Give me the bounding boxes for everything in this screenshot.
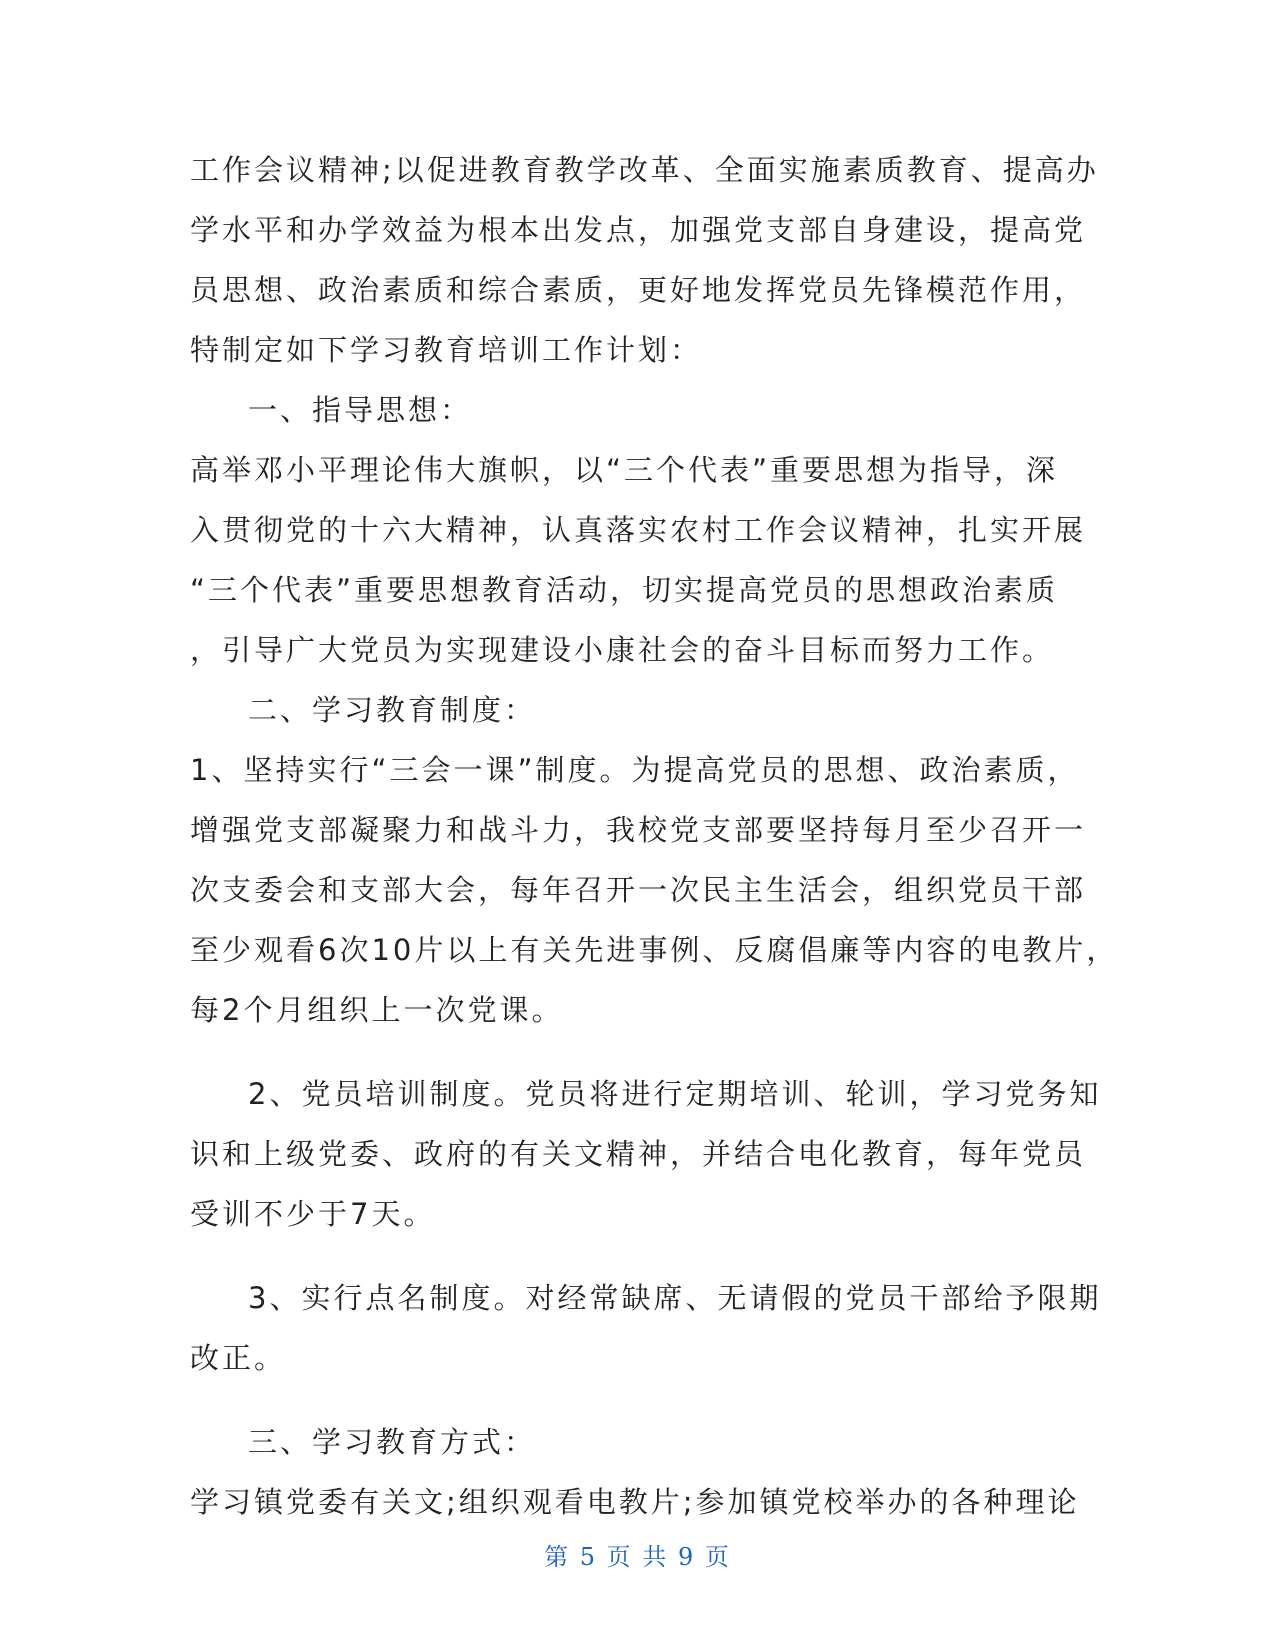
paragraph-item-2 xyxy=(190,1064,1102,1244)
text-line: 高举邓小平理论伟大旗帜，以“三个代表”重要思想为指导，深 xyxy=(190,453,1059,487)
text-line: 3、实行点名制度。对经常缺席、无请假的党员干部给予限期 xyxy=(248,1281,1102,1315)
paragraph-gap xyxy=(190,1388,1085,1412)
paragraph-gap xyxy=(190,1040,1085,1064)
section-heading-study-system: 二、学习教育制度： xyxy=(248,693,537,727)
text-line: “三个代表”重要思想教育活动，切实提高党员的思想政治素质 xyxy=(190,573,1059,607)
paragraph-gap xyxy=(190,1244,1085,1268)
paragraph-methods xyxy=(190,1472,1085,1532)
text-line: 入贯彻党的十六大精神，认真落实农村工作会议精神，扎实开展 xyxy=(190,513,1087,547)
text-line: 次支委会和支部大会，每年召开一次民主生活会，组织党员干部 xyxy=(190,873,1087,907)
text-line: 工作会议精神;以促进教育教学改革、全面实施素质教育、提高办 xyxy=(190,153,1099,187)
section-heading-study-methods: 三、学习教育方式： xyxy=(248,1425,537,1459)
text-line: 受训不少于7天。 xyxy=(190,1197,436,1231)
text-line: 2、党员培训制度。党员将进行定期培训、轮训，学习党务知 xyxy=(248,1077,1102,1111)
paragraph-item-1 xyxy=(190,740,1119,1040)
text-line: 每2个月组织上一次党课。 xyxy=(190,993,564,1027)
page-number-footer: 第 5 页 共 9 页 xyxy=(544,1543,731,1571)
paragraph-item-3 xyxy=(190,1268,1102,1388)
text-line: 至少观看6次10片以上有关先进事例、反腐倡廉等内容的电教片， xyxy=(190,933,1119,967)
paragraph-guiding-thought xyxy=(190,440,1085,680)
text-line: 学水平和办学效益为根本出发点，加强党支部自身建设，提高党 xyxy=(190,213,1087,247)
text-line: 特制定如下学习教育培训工作计划： xyxy=(190,333,703,367)
text-line: 识和上级党委、政府的有关文精神，并结合电化教育，每年党员 xyxy=(190,1137,1087,1171)
paragraph-intro xyxy=(190,140,1099,380)
text-line: ，引导广大党员为实现建设小康社会的奋斗目标而努力工作。 xyxy=(190,633,1055,667)
text-line: 1、坚持实行“三会一课”制度。为提高党员的思想、政治素质， xyxy=(190,753,1080,787)
text-line: 改正。 xyxy=(190,1341,287,1375)
text-line: 员思想、政治素质和综合素质，更好地发挥党员先锋模范作用， xyxy=(190,273,1087,307)
text-line: 学习镇党委有关文;组织观看电教片;参加镇党校举办的各种理论 xyxy=(190,1485,1080,1519)
document-body xyxy=(190,140,1119,1532)
section-heading-guiding-thought: 一、指导思想： xyxy=(248,393,473,427)
text-line: 增强党支部凝聚力和战斗力，我校党支部要坚持每月至少召开一 xyxy=(190,813,1087,847)
